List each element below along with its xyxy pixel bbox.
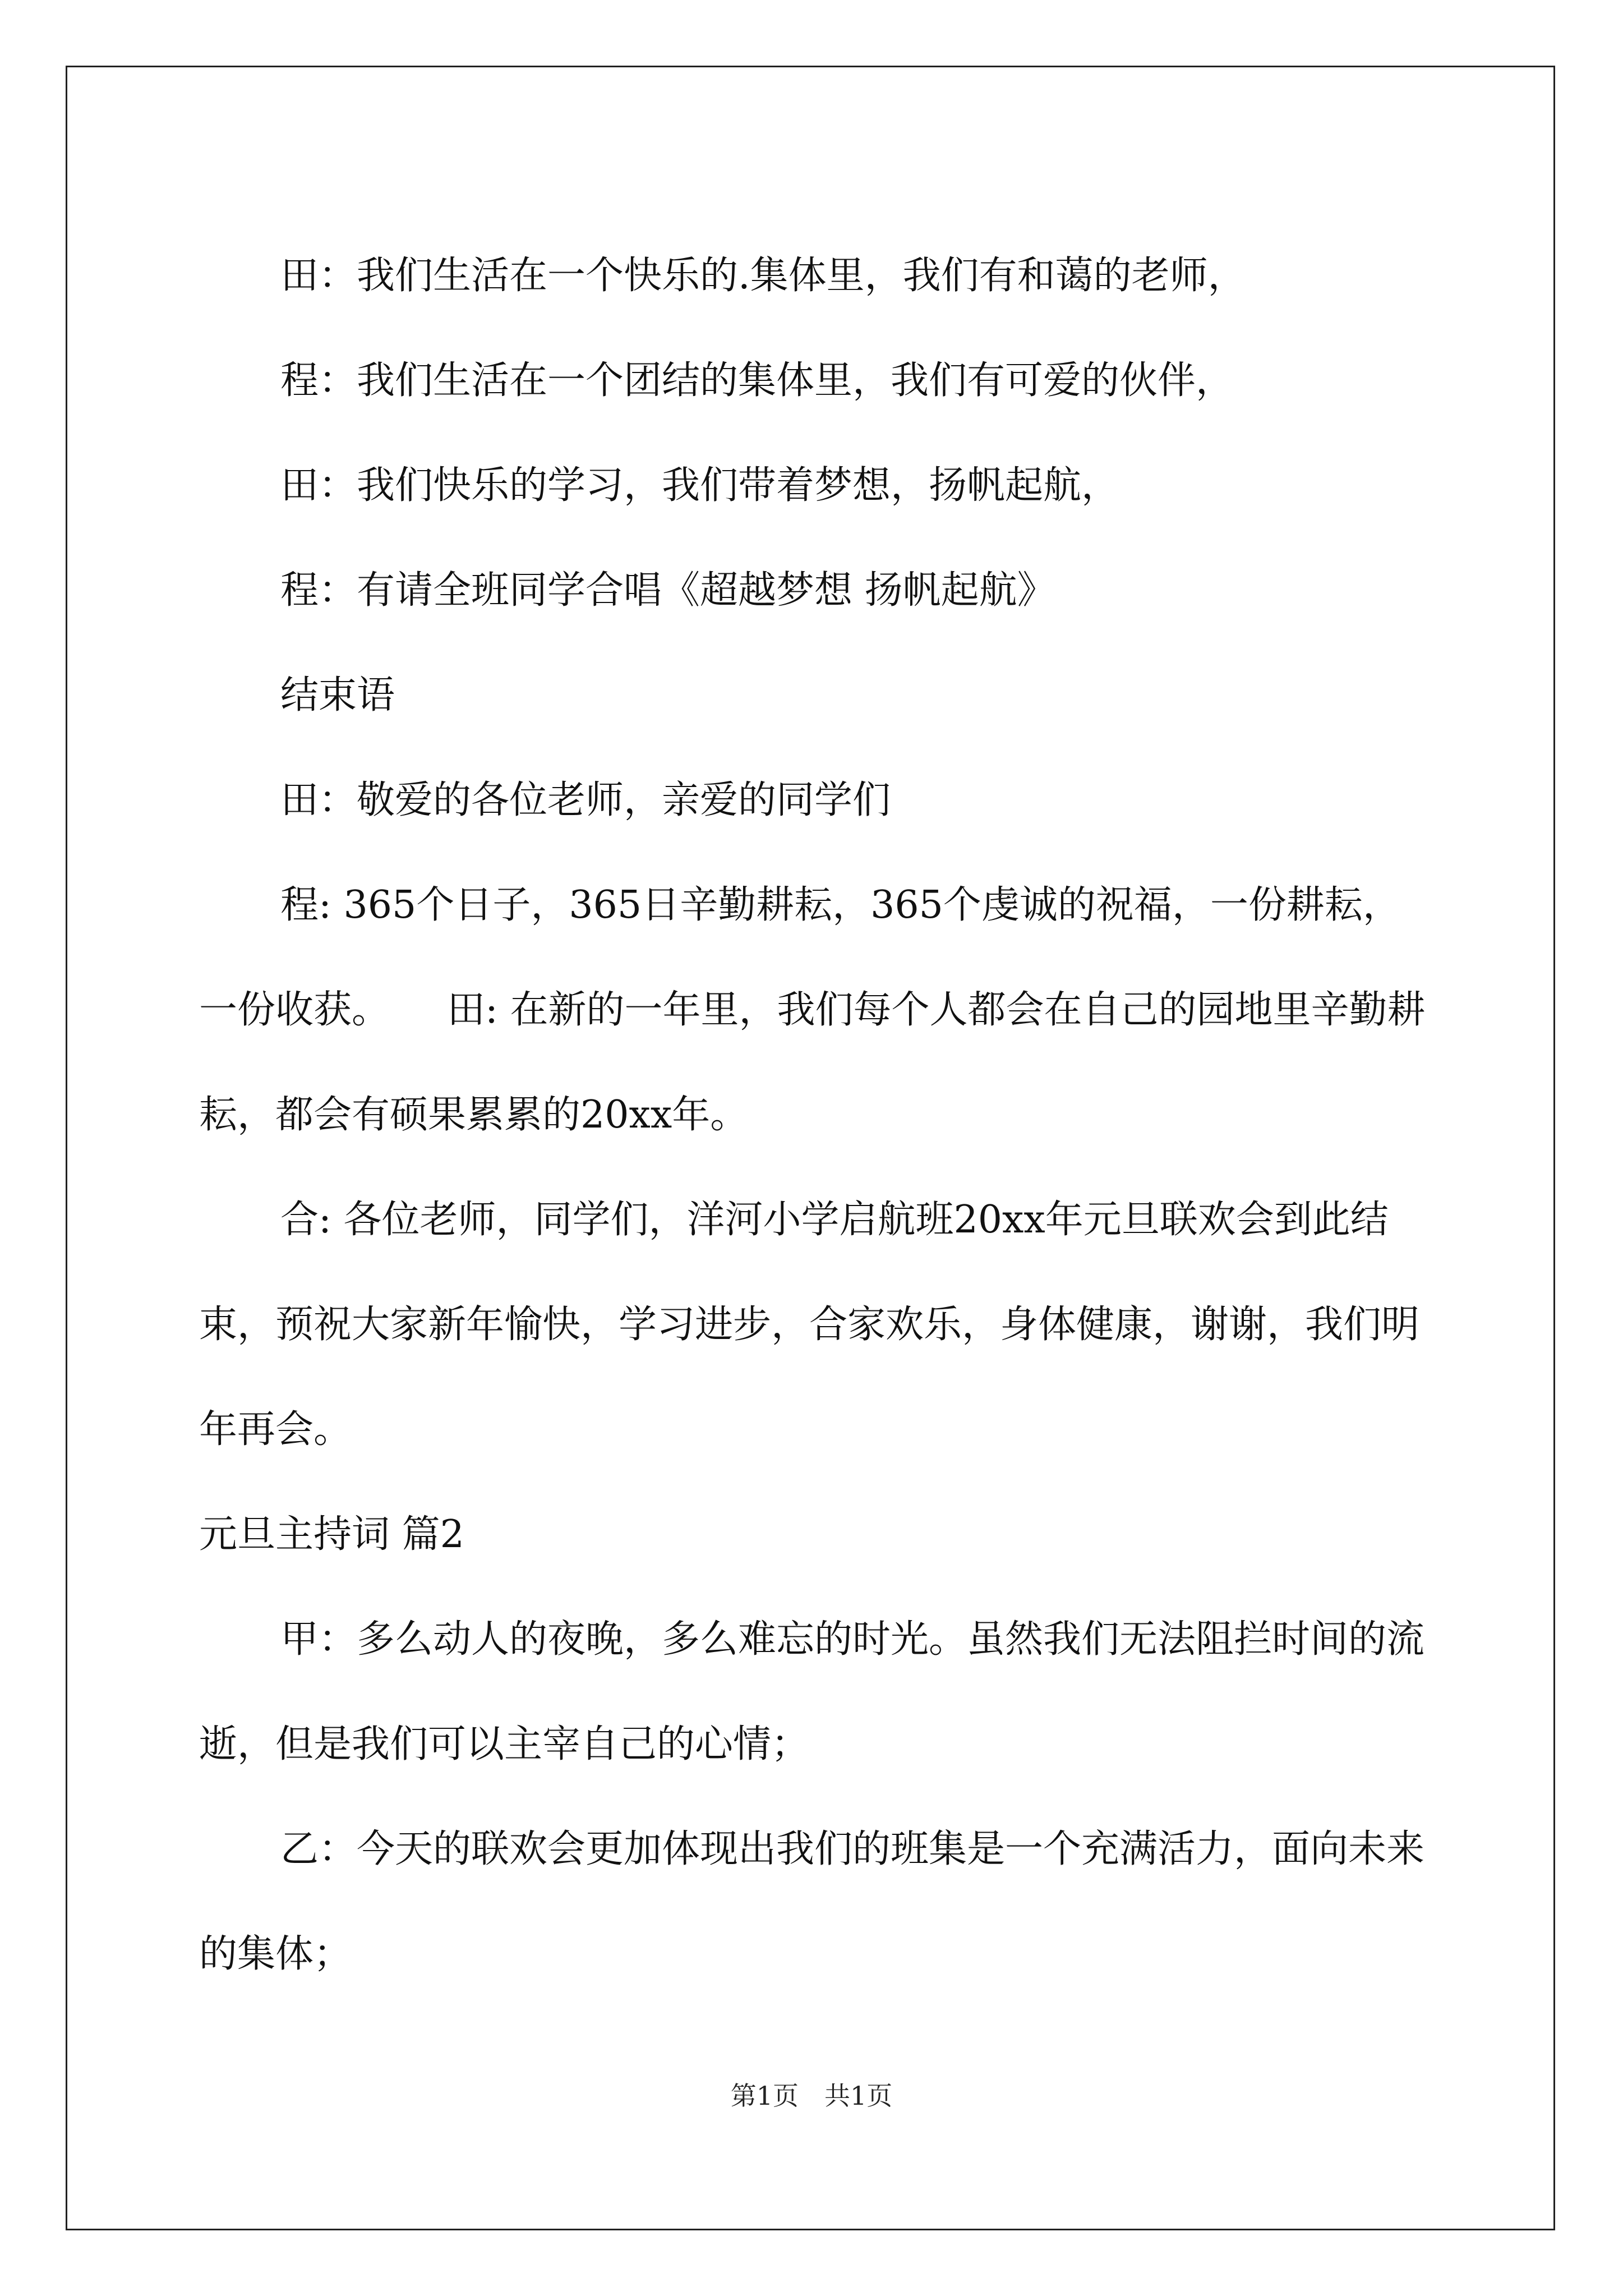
paragraph: 田：敬爱的各位老师，亲爱的同学们 <box>280 778 891 822</box>
paragraph: 合: 各位老师，同学们，洋河小学启航班20xx年元旦联欢会到此结束，预祝大家新年愉快，学习进步，合家欢乐，身体健康，谢谢，我们明年再会。 <box>199 1198 1420 1452</box>
paragraph: 程：有请全班同学合唱《超越梦想 扬帆起航》 <box>280 568 1055 613</box>
paragraph: 田：我们生活在一个快乐的.集体里，我们有和蔼的老师， <box>280 254 1246 298</box>
paragraph: 程: 365个日子，365日辛勤耕耘，365个虔诚的祝福，一份耕耘，一份收获。 田: 在新的一年里，我们每个人都会在自己的园地里辛勤耕耘，都会有硕果累累的20xx年。 <box>199 883 1426 1137</box>
paragraph: 田：我们快乐的学习，我们带着梦想，扬帆起航， <box>280 463 1120 508</box>
paragraph: 程：我们生活在一个团结的集体里，我们有可爱的伙伴， <box>280 358 1234 403</box>
paragraph: 乙：今天的联欢会更加体现出我们的班集是一个充满活力，面向未来的集体； <box>199 1827 1425 1976</box>
document-body <box>199 223 1433 2007</box>
section-label: 结束语 <box>280 673 395 717</box>
paragraph: 甲：多么动人的夜晚，多么难忘的时光。虽然我们无法阻拦时间的流逝，但是我们可以主宰自己的心情； <box>199 1617 1425 1766</box>
section-heading: 元旦主持词 篇2 <box>199 1512 464 1557</box>
page-footer: 第1页 共1页 <box>730 2081 893 2111</box>
